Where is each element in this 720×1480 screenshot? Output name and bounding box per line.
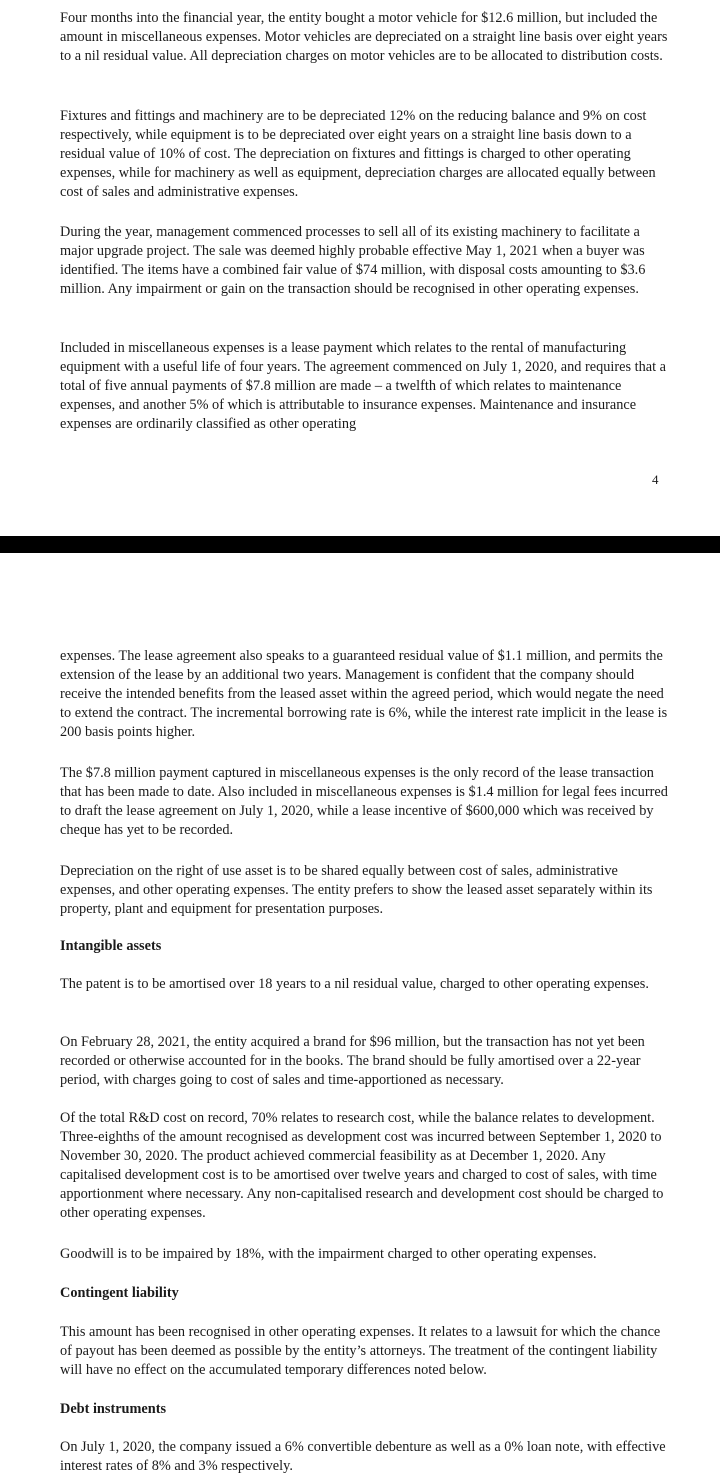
document-page-5 <box>0 553 720 1480</box>
page-number: 4 <box>652 472 659 487</box>
paragraph-depreciation-policy: Fixtures and fittings and machinery are to be depreciated 12% on the reducing balance and 9% on cost respectively, while equipment is to be depreciated over eight years on a straight line basis down to a residual value of 10% of cost. The depreciation on fixtures and fittings is charged to other operating expenses, while for machinery as well as equipment, depreciation charges are allocated equally between cost of sales and administrative expenses. <box>60 108 656 200</box>
paragraph-right-of-use: Depreciation on the right of use asset is to be shared equally between cost of sales, administrative expenses, and other operating expenses. The entity prefers to show the leased asset separately within its property, plant and equipment for presentation purposes. <box>60 863 653 917</box>
paragraph-lease-record: The $7.8 million payment captured in miscellaneous expenses is the only record of the lease transaction that has been made to date. Also included in miscellaneous expenses is $1.4 million for legal fees incurred to draft the lease agreement on July 1, 2020, while a lease incentive of $600,000 which was received by cheque has yet to be recorded. <box>60 765 668 838</box>
paragraph-brand: On February 28, 2021, the entity acquired a brand for $96 million, but the transaction has not yet been recorded or otherwise accounted for in the books. The brand should be fully amortised over a 22-year period, with charges going to cost of sales and time-apportioned as necessary. <box>60 1034 645 1088</box>
paragraph-research-development: Of the total R&D cost on record, 70% relates to research cost, while the balance relates to development. Three-eighths of the amount recognised as development cost was incurred between September 1, 2020 to November 30, 2020. The product achieved commercial feasibility as at December 1, 2020. Any capitalised development cost is to be amortised over twelve years and charged to cost of sales, with time apportionment where necessary. Any non-capitalised research and development cost should be charged to other operating expenses. <box>60 1110 664 1221</box>
heading-debt-instruments: Debt instruments <box>60 1401 167 1417</box>
paragraph-motor-vehicle: Four months into the financial year, the entity bought a motor vehicle for $12.6 million, but included the amount in miscellaneous expenses. Motor vehicles are depreciated on a straight line basis over eight years to a nil residual value. All depreciation charges on motor vehicles are to be allocated to distribution costs. <box>60 10 668 64</box>
paragraph-lease-continued: expenses. The lease agreement also speaks to a guaranteed residual value of $1.1 million, and permits the extension of the lease by an additional two years. Management is confident that the company should receive the intended benefits from the leased asset within the agreed period, which would negate the need to extend the contract. The incremental borrowing rate is 6%, while the interest rate implicit in the lease is 200 basis points higher. <box>60 648 668 740</box>
document-page-4 <box>0 0 720 536</box>
paragraph-machinery-sale: During the year, management commenced processes to sell all of its existing machinery to facilitate a major upgrade project. The sale was deemed highly probable effective May 1, 2021 when a buyer was identified. The items have a combined fair value of $74 million, with disposal costs amounting to $3.6 million. Any impairment or gain on the transaction should be recognised in other operating expenses. <box>60 224 646 297</box>
page-separator <box>0 536 720 553</box>
heading-intangible-assets: Intangible assets <box>60 938 162 954</box>
paragraph-goodwill: Goodwill is to be impaired by 18%, with the impairment charged to other operating expenses. <box>60 1246 597 1262</box>
paragraph-lease-payment: Included in miscellaneous expenses is a lease payment which relates to the rental of manufacturing equipment with a useful life of four years. The agreement commenced on July 1, 2020, and requires that a total of five annual payments of $7.8 million are made – a twelfth of which relates to maintenance expenses, and another 5% of which is attributable to insurance expenses. Maintenance and insurance expenses are ordinarily classified as other operating <box>60 340 666 432</box>
heading-contingent-liability: Contingent liability <box>60 1285 179 1301</box>
paragraph-debt-instruments: On July 1, 2020, the company issued a 6% convertible debenture as well as a 0% loan note, with effective interest rates of 8% and 3% respectively. <box>60 1439 666 1474</box>
paragraph-patent: The patent is to be amortised over 18 years to a nil residual value, charged to other operating expenses. <box>60 976 649 992</box>
paragraph-contingent-liability: This amount has been recognised in other operating expenses. It relates to a lawsuit for which the chance of payout has been deemed as possible by the entity’s attorneys. The treatment of the contingent liability will have no effect on the accumulated temporary differences noted below. <box>60 1324 661 1378</box>
